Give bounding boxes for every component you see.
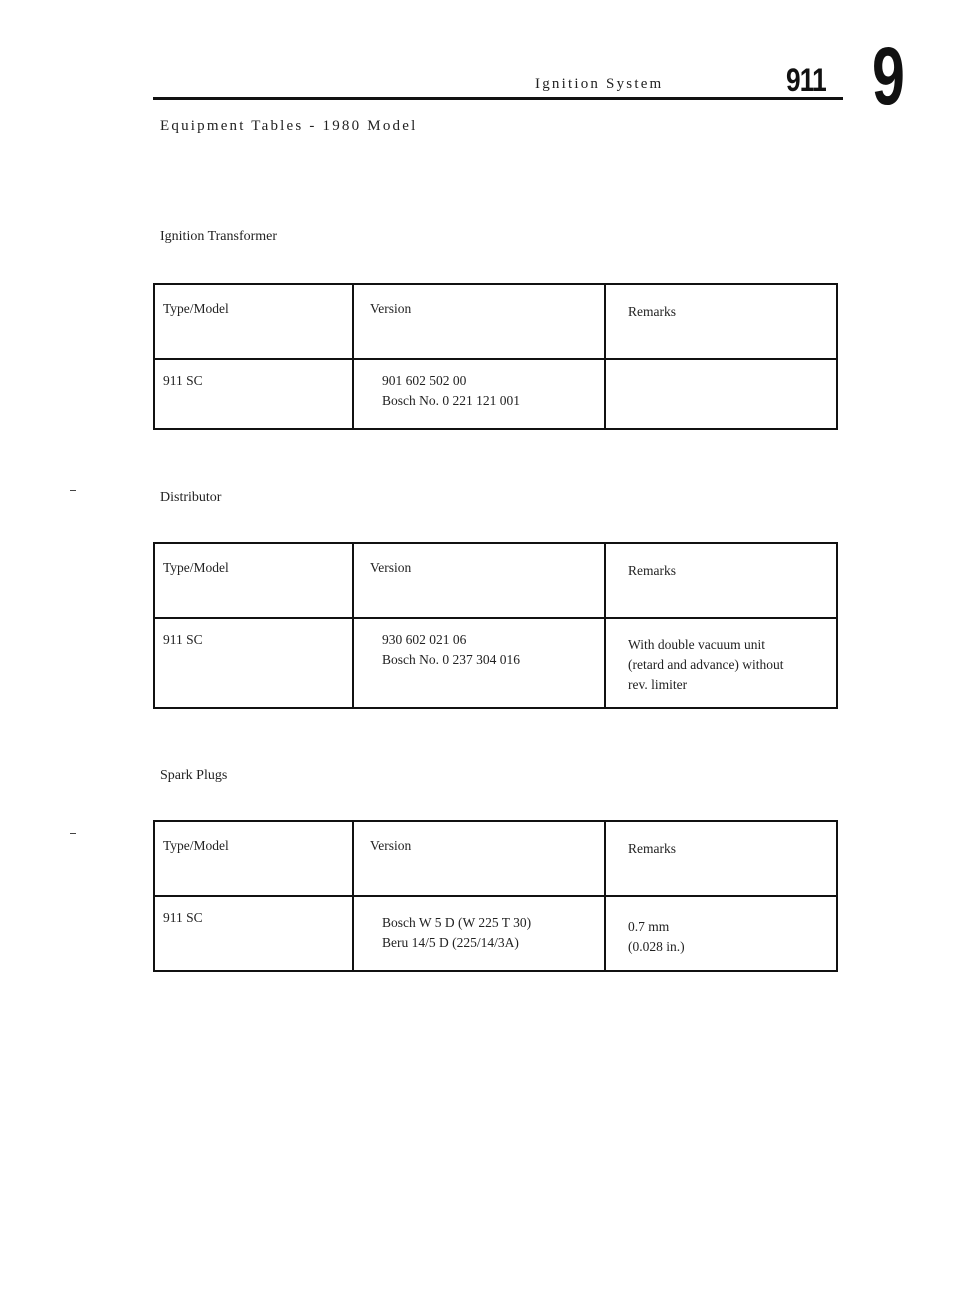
column-header-type: Type/Model (154, 821, 353, 896)
cell-version (353, 618, 605, 708)
remarks-line: rev. limiter (628, 677, 688, 692)
margin-mark (70, 490, 76, 491)
page-subtitle: Equipment Tables - 1980 Model (160, 118, 418, 134)
table-header-row (154, 821, 837, 896)
column-header-remarks: Remarks (605, 821, 837, 896)
version-line: Bosch W 5 D (W 225 T 30) (382, 915, 532, 930)
table-header-row (154, 284, 837, 359)
header-rule (153, 97, 843, 100)
table-header-row (154, 543, 837, 618)
table-row (154, 359, 837, 429)
table-distributor (153, 542, 838, 709)
section-title-spark-plugs: Spark Plugs (160, 768, 228, 783)
cell-type: 911 SC (154, 359, 353, 429)
column-header-version: Version (353, 821, 605, 896)
header-section-title: Ignition System (535, 76, 664, 92)
version-line: 901 602 502 00 (382, 373, 467, 388)
table-row (154, 618, 837, 708)
table-row (154, 896, 837, 971)
column-header-remarks: Remarks (605, 543, 837, 618)
remarks-line: 0.7 mm (628, 919, 670, 934)
table-ignition-transformer (153, 283, 838, 430)
version-line: Bosch No. 0 237 304 016 (382, 652, 520, 667)
table-spark-plugs (153, 820, 838, 972)
remarks-line: (0.028 in.) (628, 939, 685, 954)
header-chapter-number: 9 (872, 31, 905, 122)
version-line: Beru 14/5 D (225/14/3A) (382, 935, 519, 950)
section-title-ignition-transformer: Ignition Transformer (160, 229, 278, 244)
remarks-line: With double vacuum unit (628, 637, 766, 652)
cell-type: 911 SC (154, 896, 353, 971)
cell-version (353, 359, 605, 429)
header-model-number: 911 (786, 62, 826, 98)
section-title-distributor: Distributor (160, 490, 222, 505)
cell-remarks (605, 618, 837, 708)
cell-version (353, 896, 605, 971)
version-line: Bosch No. 0 221 121 001 (382, 393, 520, 408)
version-line: 930 602 021 06 (382, 632, 467, 647)
cell-type: 911 SC (154, 618, 353, 708)
cell-remarks (605, 359, 837, 429)
column-header-version: Version (353, 543, 605, 618)
column-header-type: Type/Model (154, 284, 353, 359)
column-header-remarks: Remarks (605, 284, 837, 359)
remarks-line: (retard and advance) without (628, 657, 784, 672)
column-header-type: Type/Model (154, 543, 353, 618)
column-header-version: Version (353, 284, 605, 359)
cell-remarks (605, 896, 837, 971)
margin-mark (70, 833, 76, 834)
